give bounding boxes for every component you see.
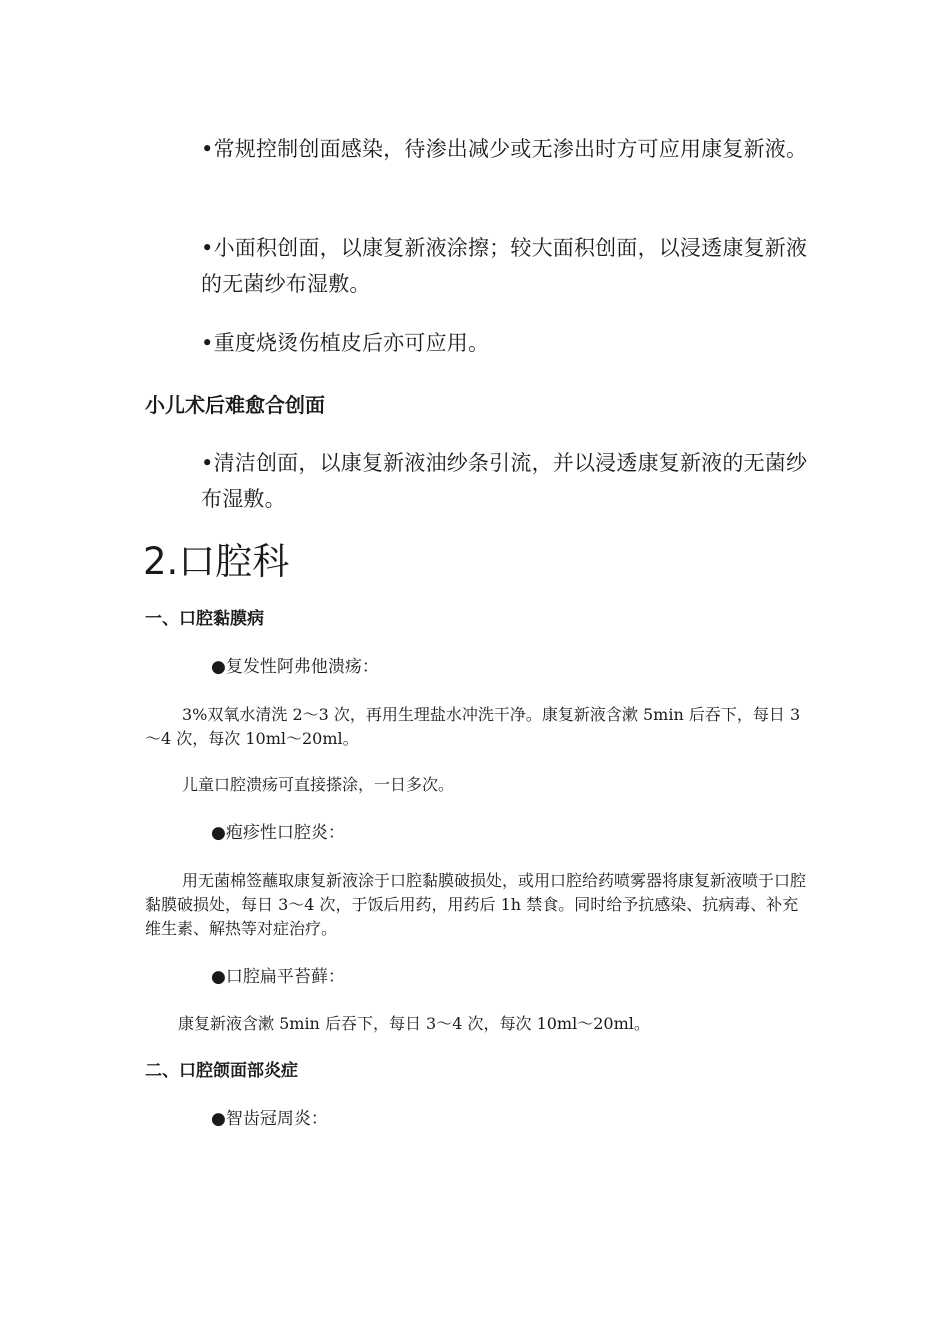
burn-bullet-1: •常规控制创面感染，待渗出减少或无渗出时方可应用康复新液。 [201,137,808,161]
pediatric-bullet: •清洁创面，以康复新液油纱条引流，并以浸透康复新液的无菌纱布湿敷。 [201,451,808,511]
herpetic-stomatitis-paragraph: 用无菌棉签蘸取康复新液涂于口腔黏膜破损处，或用口腔给药喷雾器将康复新液喷于口腔黏膜破损处，每日 3～4 次，于饭后用药，用药后 1h 禁食。同时给予抗感染、抗病毒、补充维生素、解热等对症治疗。 [145,871,807,938]
lichen-planus-label: ●口腔扁平苔藓： [211,967,345,987]
pediatric-heading: 小儿术后难愈合创面 [145,393,325,417]
burn-bullet-2: •小面积创面，以康复新液涂擦；较大面积创面，以浸透康复新液的无菌纱布湿敷。 [201,236,808,296]
aphthous-ulcer-label: ●复发性阿弗他溃疡： [211,657,379,677]
children-ulcer-paragraph: 儿童口腔溃疡可直接搽涂，一日多次。 [182,775,455,794]
lichen-planus-paragraph: 康复新液含漱 5min 后吞下，每日 3～4 次，每次 10ml～20ml。 [178,1014,650,1033]
pericoronitis-label: ●智齿冠周炎： [211,1109,328,1129]
section-title-oral: 2.口腔科 [143,540,290,583]
aphthous-ulcer-paragraph: 3%双氧水清洗 2～3 次，再用生理盐水冲洗干净。康复新液含漱 5min 后吞下，每日 3～4 次，每次 10ml～20ml。 [145,705,801,748]
burn-bullet-3: •重度烧烫伤植皮后亦可应用。 [201,331,490,355]
oral-part1-heading: 一、口腔黏膜病 [145,609,264,629]
herpetic-stomatitis-label: ●疱疹性口腔炎： [211,823,345,843]
oral-part2-heading: 二、口腔颌面部炎症 [145,1061,298,1081]
